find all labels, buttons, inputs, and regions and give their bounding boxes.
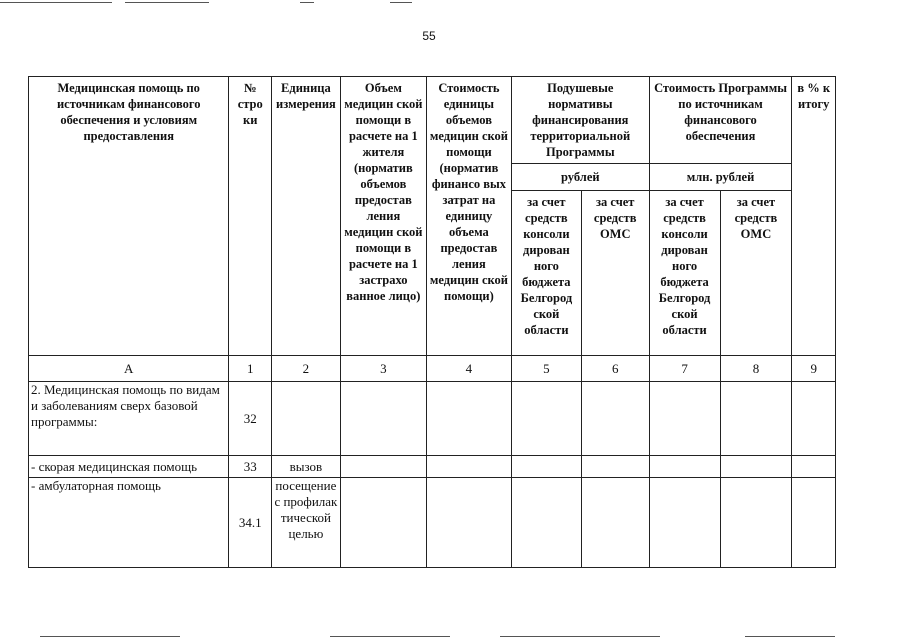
row-label: - скорая медицинская помощь [29,456,229,478]
row-unit: посещение с профилак тической целью [271,478,340,568]
row-line-number: 32 [229,382,272,456]
row-line-number: 34.1 [229,478,272,568]
row-cell [649,456,720,478]
header-group-program-cost: Стоимость Программы по источникам финансового обеспечения [649,77,792,164]
header-unit-rubles: рублей [511,164,649,191]
index-cell: 6 [581,356,649,382]
header-col-6: за счет средств ОМС [581,191,649,356]
page-number: 55 [422,29,436,43]
row-cell [340,478,426,568]
row-cell [720,478,792,568]
row-cell [426,478,511,568]
index-cell: 7 [649,356,720,382]
scan-line-bottom-2 [330,636,450,637]
scan-line-bottom-3 [500,636,660,637]
row-cell [792,456,836,478]
row-cell [581,382,649,456]
scan-line-top-3 [300,2,314,3]
row-cell [649,478,720,568]
row-cell [720,456,792,478]
scan-line-bottom-4 [745,636,835,637]
row-cell [340,456,426,478]
row-label: 2. Медицинская помощь по видам и заболеваниям сверх базовой программы: [29,382,229,456]
row-cell [426,456,511,478]
index-cell: А [29,356,229,382]
index-cell: 2 [271,356,340,382]
header-unit-mln-rubles: млн. рублей [649,164,792,191]
header-col-7: за счет средств консоли дирован ного бюджета Белгород ской области [649,191,720,356]
row-cell [720,382,792,456]
index-cell: 3 [340,356,426,382]
table-row [29,478,836,568]
header-group-per-capita: Подушевые нормативы финансирования территориальной Программы [511,77,649,164]
scan-line-top-4 [390,2,412,3]
table-row [29,382,836,456]
header-row-1 [29,77,836,164]
row-unit: вызов [271,456,340,478]
row-cell [581,478,649,568]
header-col-8: за счет средств ОМС [720,191,792,356]
row-cell [581,456,649,478]
row-line-number: 33 [229,456,272,478]
row-cell [511,382,581,456]
row-label: - амбулаторная помощь [29,478,229,568]
scan-line-bottom-1 [40,636,180,637]
index-row [29,356,836,382]
row-cell [426,382,511,456]
table-row [29,456,836,478]
scan-line-top-1 [0,2,112,3]
index-cell: 9 [792,356,836,382]
row-unit [271,382,340,456]
header-col-a: Медицинская помощь по источникам финансового обеспечения и условиям предоставления [29,77,229,356]
row-cell [340,382,426,456]
program-cost-table [28,76,836,568]
row-cell [792,382,836,456]
index-cell: 8 [720,356,792,382]
header-col-1: № стро ки [229,77,272,356]
row-cell [792,478,836,568]
row-cell [511,478,581,568]
index-cell: 4 [426,356,511,382]
index-cell: 1 [229,356,272,382]
scan-line-top-2 [125,2,209,3]
header-col-4: Стоимость единицы объемов медицин ской помощи (норматив финансо вых затрат на единицу объема предостав ления медицин ской помощи) [426,77,511,356]
header-col-9: в % к итогу [792,77,836,356]
row-cell [511,456,581,478]
row-cell [649,382,720,456]
header-col-3: Объем медицин ской помощи в расчете на 1 жителя (норматив объемов предостав ления медицин ской помощи в расчете на 1 застрахо ванное лицо) [340,77,426,356]
header-col-2: Единица измерения [271,77,340,356]
index-cell: 5 [511,356,581,382]
header-col-5: за счет средств консоли дирован ного бюджета Белгород ской области [511,191,581,356]
